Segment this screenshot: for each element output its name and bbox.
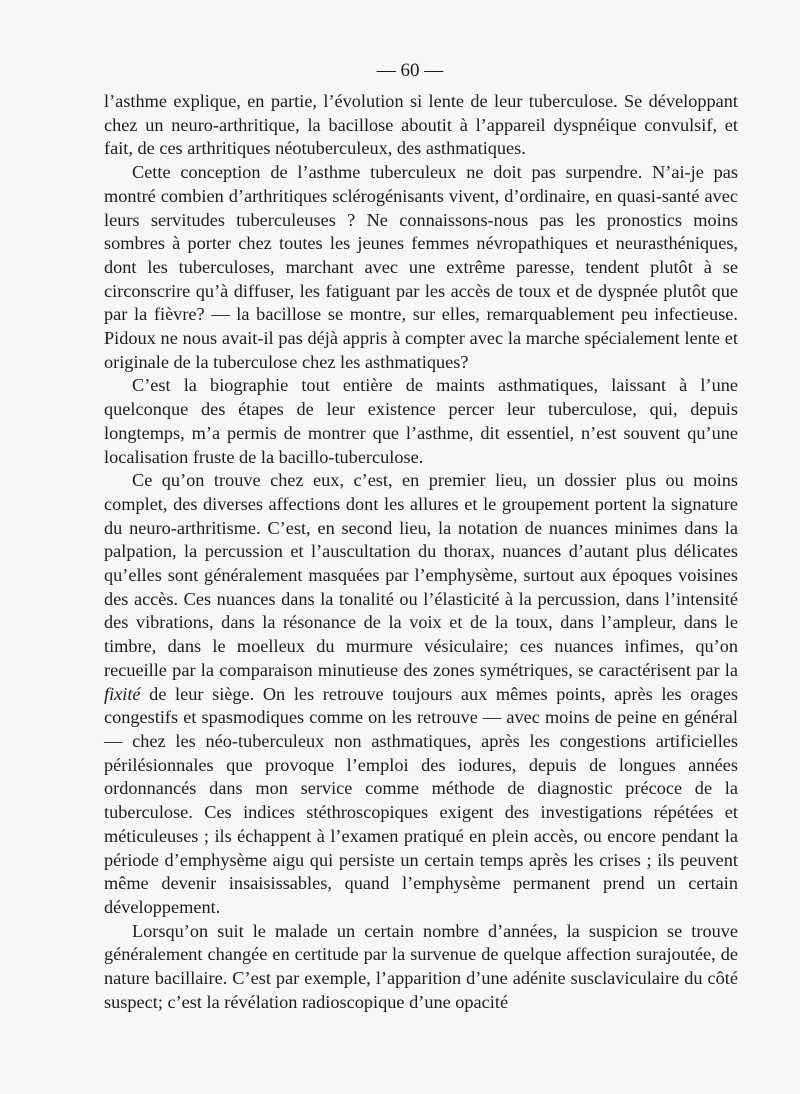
paragraph-4 [104,469,738,919]
paragraph-1: l’asthme explique, en partie, l’évolution si lente de leur tuberculose. Se développant chez un neuro-arthritique, la bacillose aboutit à l’appareil dyspnéique convulsif, et fait, de ces arthritiques néotuberculeux, des asthmatiques. [104,91,738,159]
body-text [104,90,738,1014]
paragraph-5: Lorsqu’on suit le malade un certain nombre d’années, la suspicion se trouve généralement changée en certitude par la survenue de quelque affection surajoutée, de nature bacillaire. C’est par exemple, l’apparition d’une adénite susclaviculaire du côté suspect; c’est la révélation radioscopique d’une opacité [104,920,738,1012]
paragraph-2: Cette conception de l’asthme tuberculeux ne doit pas surpendre. N’ai-je pas montré combien d’arthritiques sclérogénisants vivent, d’ordinaire, en quasi-santé avec leurs servitudes tuberculeuses ? Ne connaissons-nous pas les pronostics moins sombres à porter chez toutes les jeunes femmes névropathiques et neurasthéniques, dont les tuberculoses, marchant avec une extrême paresse, tendent plutôt à se circonscrire qu’à diffuser, les fatiguant par les accès de toux et de dyspnée plutôt que par la fièvre? — la bacillose se montre, sur elles, remarquablement peu infectieuse. Pidoux ne nous avait-il pas déjà appris à compter avec la marche spécialement lente et originale de la tuberculose chez les asthmatiques? [104,162,738,372]
paragraph-4-italic: fixité [104,683,141,704]
paragraph-4-part-1: Ce qu’on trouve chez eux, c’est, en premier lieu, un dossier plus ou moins complet, des diverses affections dont les allures et le groupement portent la signature du neuro-arthritisme. C’est, en second lieu, la notation de nuances minimes dans la palpation, la percussion et l’auscultation du thorax, nuances d’autant plus délicates qu’elles sont généralement masquées par l’emphysème, surtout aux époques voisines des accès. Ces nuances dans la tonalité ou l’élasticité à la percussion, dans l’intensité des vibrations, dans la résonance de la voix et de la toux, dans l’ampleur, dans le timbre, dans le moelleux du murmure vésiculaire; ces nuances infimes, qu’on recueille par la comparaison minutieuse des zones symétriques, se caractérisent par la [104,470,738,680]
paragraph-3: C’est la biographie tout entière de maints asthmatiques, laissant à l’une quelconque des étapes de leur existence percer leur tuberculose, qui, depuis longtemps, m’a permis de montrer que l’asthme, dit essentiel, n’est souvent qu’une localisation fruste de la bacillo-tuberculose. [104,375,738,467]
paragraph-4-part-2: de leur siège. On les retrouve toujours aux mêmes points, après les orages congestifs et spasmodiques comme on les retrouve — avec moins de peine en général — chez les néo-tuberculeux non asthmatiques, après les congestions artificielles périlésionnales que provoque l’emploi des iodures, depuis de longues années ordonnancés dans mon service comme méthode de diagnostic précoce de la tuberculose. Ces indices stéthroscopiques exigent des investigations répétées et méticuleuses ; ils échappent à l’examen pratiqué en plein accès, ou encore pendant la période d’emphysème aigu qui persiste un certain temps après les crises ; ils peuvent même devenir insaisissables, quand l’emphysème permanent prend un certain développement. [104,683,738,917]
page-number: — 60 — [376,60,444,81]
